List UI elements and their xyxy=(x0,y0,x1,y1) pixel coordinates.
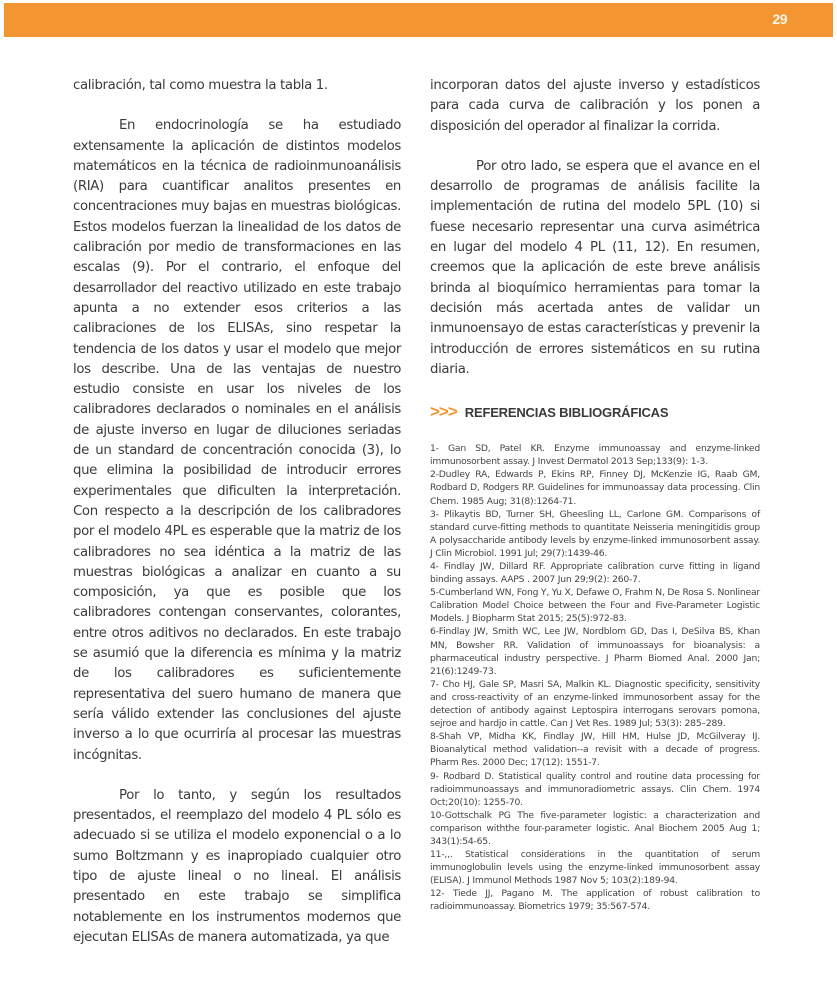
paragraph: En endocrinología se ha estudiado extensamente la aplicación de distintos modelos matemáticos en la técnica de radioinmunoanálisis (RIA) para cuantificar analitos presentes en concentraciones muy bajas en muestras biológicas. Estos modelos fuerzan la linealidad de los datos de calibración por medio de transformaciones en las escalas (9). Por el contrario, el enfoque del desarrollador del reactivo utilizado en este trabajo apunta a no extender esos criterios a las calibraciones de los ELISAs, sino respetar la tendencia de los datos y usar el modelo que mejor los describe. Una de las ventajas de nuestro estudio consiste en usar los niveles de los calibradores declarados o nominales en el análisis de ajuste inverso en lugar de diluciones seriadas de un standard de concentración conocida (3), lo que elimina la posibilidad de introducir errores experimentales que dificulten la interpretación. Con respecto a la descripción de los calibradores por el modelo 4PL es esperable que la matriz de los calibradores no sea idéntica a la matriz de las muestras biológicas a analizar en cuanto a su composición, ya que es posible que los calibradores contengan conservantes, colorantes, entre otros aditivos no declarados. En este trabajo se asumió que la diferencia es mínima y la matriz de los calibradores es suficientemente representativa del suero humano de manera que sería válido extender las conclusiones del ajuste inverso a lo que ocurriría al procesar las muestras incógnitas. xyxy=(73,118,401,763)
page-number: 29 xyxy=(772,11,787,27)
reference-item: 7- Cho HJ, Gale SP, Masri SA, Malkin KL. Diagnostic specificity, sensitivity and cross-reactivity of an enzyme-linked immunosorbent assay for the detection of antibody against Leptospira interrogans serovars pomona, sejroe and hardjo in cattle. Can J Vet Res. 1989 Jul; 53(3): 285–289. xyxy=(430,678,760,730)
reference-item: 12- Tiede JJ, Pagano M. The application of robust calibration to radioimmunoassay. Biometrics 1979; 35:567-574. xyxy=(430,888,760,913)
reference-item: 6-Findlay JW, Smith WC, Lee JW, Nordblom GD, Das I, DeSilva BS, Khan MN, Bowsher RR. Validation of immunoassays for bioanalysis: a pharmaceutical industry perspective. J Pharm Biomed Anal. 2000 Jan; 21(6):1249-73. xyxy=(430,626,760,677)
reference-item: 2-Dudley RA, Edwards P, Ekins RP, Finney DJ, McKenzie IG, Raab GM, Rodbard D, Rodgers RP. Guidelines for immunoassay data processing. Clin Chem. 1985 Aug; 31(8):1264-71. xyxy=(430,469,760,507)
reference-item: 10-Gottschalk PG The five-parameter logistic: a characterization and comparison withthe four-parameter logistic. Anal Biochem 2005 Aug 1; 343(1):54-65. xyxy=(430,809,760,847)
paragraph: Por lo tanto, y según los resultados presentados, el reemplazo del modelo 4 PL sólo es adecuado si se utiliza el modelo exponencial o a lo sumo Boltzmann y es inapropiado cualquier otro tipo de ajuste lineal o no lineal. El análisis presentado en este trabajo se simplifica notablemente en los instrumentos modernos que ejecutan ELISAs de manera automatizada, ya que xyxy=(73,787,401,945)
reference-item: 9- Rodbard D. Statistical quality control and routine data processing for radioimmunoassays and immunoradiometric assays. Clin Chem. 1974 Oct;20(10): 1255-70. xyxy=(430,770,760,808)
references-title: REFERENCIAS BIBLIOGRÁFICAS xyxy=(464,404,669,420)
reference-item: 5-Cumberland WN, Fong Y, Yu X, Defawe O, Frahm N, De Rosa S. Nonlinear Calibration Model Choice between the Four and Five-Parameter Logistic Models. J Biopharm Stat 2015; 25(5):972-83. xyxy=(430,587,760,625)
paragraph: Por otro lado, se espera que el avance en el desarrollo de programas de análisis facilite la implementación de rutina del modelo 5PL (10) si fuese necesario representar una curva asimétrica en lugar del modelo 4 PL (11, 12). En resumen, creemos que la aplicación de este breve análisis brinda al bioquímico herramientas para tomar la decisión más acertada antes de validar un inmunoensayo de estas características y prevenir la introducción de errores sistemáticos en su rutina diaria. xyxy=(430,158,760,377)
references-list xyxy=(430,442,760,913)
right-column xyxy=(430,76,760,914)
reference-item: 3- Plikaytis BD, Turner SH, Gheesling LL, Carlone GM. Comparisons of standard curve-fitting methods to quantitate Neisseria meningitidis group A polysaccharide antibody levels by enzyme-linked immunosorbent assay. J Clin Microbiol. 1991 Jul; 29(7):1439-46. xyxy=(430,508,760,559)
left-column xyxy=(73,76,401,948)
reference-item: 1- Gan SD, Patel KR. Enzyme immunoassay and enzyme-linked immunosorbent assay. J Invest Dermatol 2013 Sep;133(9): 1-3. xyxy=(430,443,760,468)
paragraph: calibración, tal como muestra la tabla 1. xyxy=(73,78,328,93)
paragraph: incorporan datos del ajuste inverso y estadísticos para cada curva de calibración y los ponen a disposición del operador al finalizar la corrida. xyxy=(430,78,760,134)
references-heading xyxy=(430,402,760,422)
reference-item: 11-,,. Statistical considerations in the quantitation of serum immunoglobulin levels using the enzyme-linked immunosorbent assay (ELISA). J Immunol Methods 1987 Nov 5; 103(2):189-94. xyxy=(430,849,760,887)
page-header-bar xyxy=(4,3,833,37)
reference-item: 8-Shah VP, Midha KK, Findlay JW, Hill HM, Hulse JD, McGilveray IJ. Bioanalytical method validation--a revisit with a decade of progress. Pharm Res. 2000 Dec; 17(12): 1551-7. xyxy=(430,731,760,769)
chevron-right-icon: >>> xyxy=(430,402,457,422)
reference-item: 4- Findlay JW, Dillard RF. Appropriate calibration curve fitting in ligand binding assays. AAPS . 2007 Jun 29;9(2): 260-7. xyxy=(430,561,760,586)
